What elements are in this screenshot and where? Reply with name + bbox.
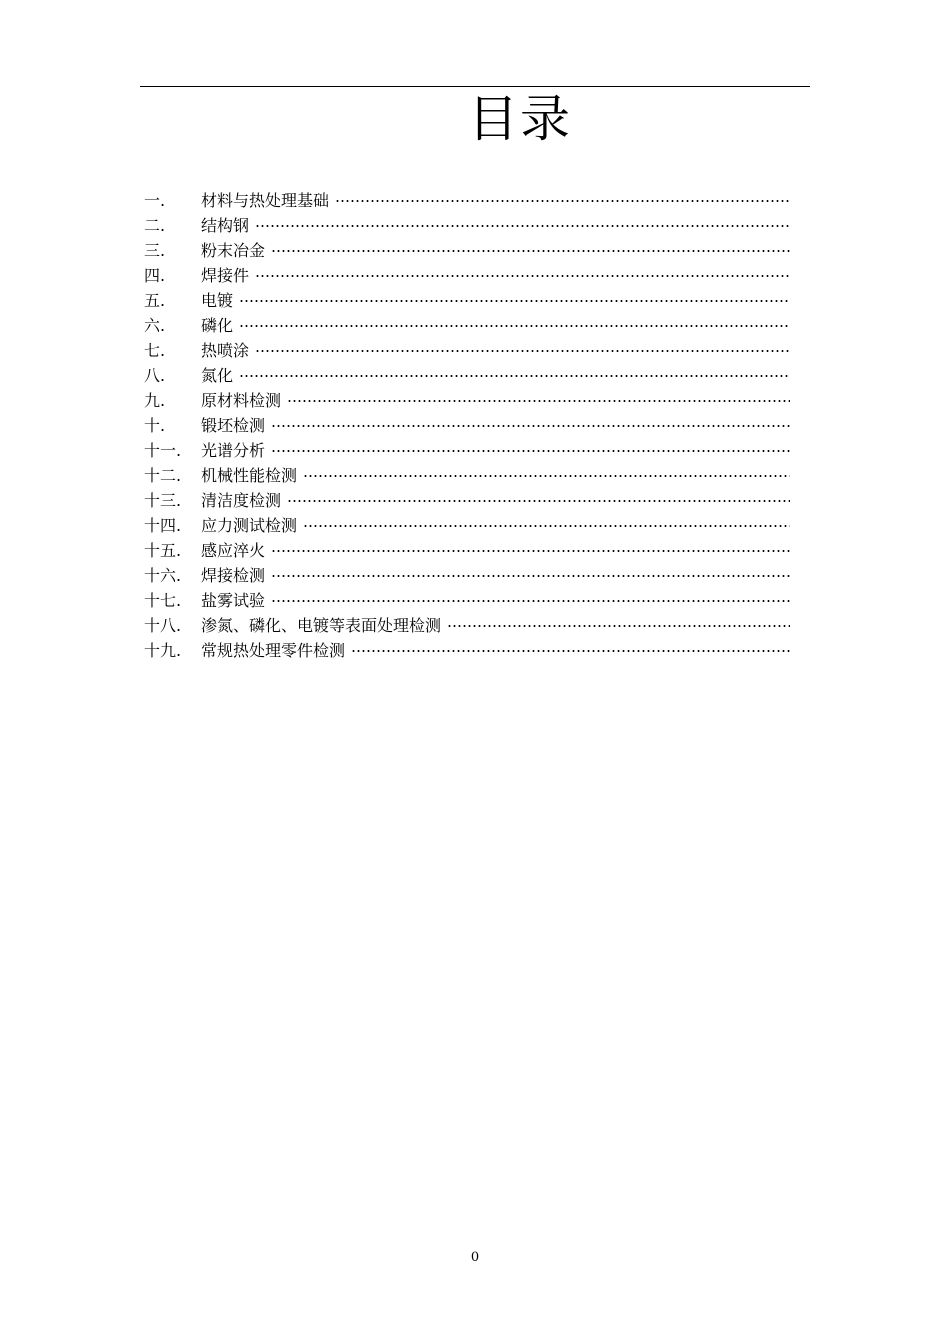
toc-title: 原材料检测 — [201, 391, 282, 410]
dot-leader — [303, 475, 790, 477]
toc-number: 十一. — [144, 441, 182, 460]
table-of-contents — [144, 188, 790, 663]
dot-leader — [239, 300, 790, 302]
toc-title: 盐雾试验 — [201, 591, 266, 610]
toc-entry-7[interactable] — [144, 338, 790, 363]
toc-entry-12[interactable] — [144, 463, 790, 488]
toc-entry-11[interactable] — [144, 438, 790, 463]
toc-number: 六. — [144, 316, 166, 335]
toc-entry-16[interactable] — [144, 563, 790, 588]
toc-title: 清洁度检测 — [201, 491, 282, 510]
toc-entry-15[interactable] — [144, 538, 790, 563]
toc-number: 九. — [144, 391, 166, 410]
toc-entry-9[interactable] — [144, 388, 790, 413]
dot-leader — [271, 425, 790, 427]
toc-number: 十五. — [144, 541, 182, 560]
toc-number: 一. — [144, 191, 166, 210]
dot-leader — [271, 600, 790, 602]
toc-title: 粉末冶金 — [201, 241, 266, 260]
toc-number: 五. — [144, 291, 166, 310]
dot-leader — [255, 350, 790, 352]
toc-entry-18[interactable] — [144, 613, 790, 638]
toc-number: 十三. — [144, 491, 182, 510]
dot-leader — [271, 250, 790, 252]
toc-title: 感应淬火 — [201, 541, 266, 560]
toc-number: 三. — [144, 241, 166, 260]
dot-leader — [239, 325, 790, 327]
toc-title: 氮化 — [201, 366, 234, 385]
toc-number: 二. — [144, 216, 166, 235]
toc-title: 常规热处理零件检测 — [201, 641, 346, 660]
toc-number: 十七. — [144, 591, 182, 610]
toc-entry-17[interactable] — [144, 588, 790, 613]
dot-leader — [255, 275, 790, 277]
toc-number: 十八. — [144, 616, 182, 635]
toc-title: 结构钢 — [201, 216, 250, 235]
dot-leader — [239, 375, 790, 377]
toc-entry-10[interactable] — [144, 413, 790, 438]
toc-number: 十. — [144, 416, 166, 435]
page-number: 0 — [470, 1250, 480, 1265]
toc-number: 十九. — [144, 641, 182, 660]
toc-title: 应力测试检测 — [201, 516, 298, 535]
toc-title: 材料与热处理基础 — [201, 191, 330, 210]
dot-leader — [271, 550, 790, 552]
toc-number: 七. — [144, 341, 166, 360]
header-rule — [140, 86, 810, 87]
toc-entry-4[interactable] — [144, 263, 790, 288]
toc-number: 十四. — [144, 516, 182, 535]
dot-leader — [351, 650, 790, 652]
toc-entry-6[interactable] — [144, 313, 790, 338]
toc-entry-5[interactable] — [144, 288, 790, 313]
toc-number: 十二. — [144, 466, 182, 485]
page-title: 目录 — [468, 90, 572, 148]
toc-title: 焊接件 — [201, 266, 250, 285]
dot-leader — [287, 500, 790, 502]
toc-number: 八. — [144, 366, 166, 385]
dot-leader — [303, 525, 790, 527]
toc-title: 热喷涂 — [201, 341, 250, 360]
toc-entry-14[interactable] — [144, 513, 790, 538]
toc-number: 四. — [144, 266, 166, 285]
dot-leader — [271, 575, 790, 577]
toc-entry-2[interactable] — [144, 213, 790, 238]
dot-leader — [271, 450, 790, 452]
toc-entry-13[interactable] — [144, 488, 790, 513]
dot-leader — [255, 225, 790, 227]
toc-entry-3[interactable] — [144, 238, 790, 263]
toc-entry-8[interactable] — [144, 363, 790, 388]
toc-entry-1[interactable] — [144, 188, 790, 213]
toc-title: 焊接检测 — [201, 566, 266, 585]
toc-title: 机械性能检测 — [201, 466, 298, 485]
toc-entry-19[interactable] — [144, 638, 790, 663]
toc-title: 电镀 — [201, 291, 234, 310]
dot-leader — [335, 200, 790, 202]
toc-number: 十六. — [144, 566, 182, 585]
toc-title: 渗氮、磷化、电镀等表面处理检测 — [201, 616, 442, 635]
toc-title: 磷化 — [201, 316, 234, 335]
dot-leader — [447, 625, 790, 627]
toc-title: 锻坯检测 — [201, 416, 266, 435]
toc-title: 光谱分析 — [201, 441, 266, 460]
dot-leader — [287, 400, 790, 402]
